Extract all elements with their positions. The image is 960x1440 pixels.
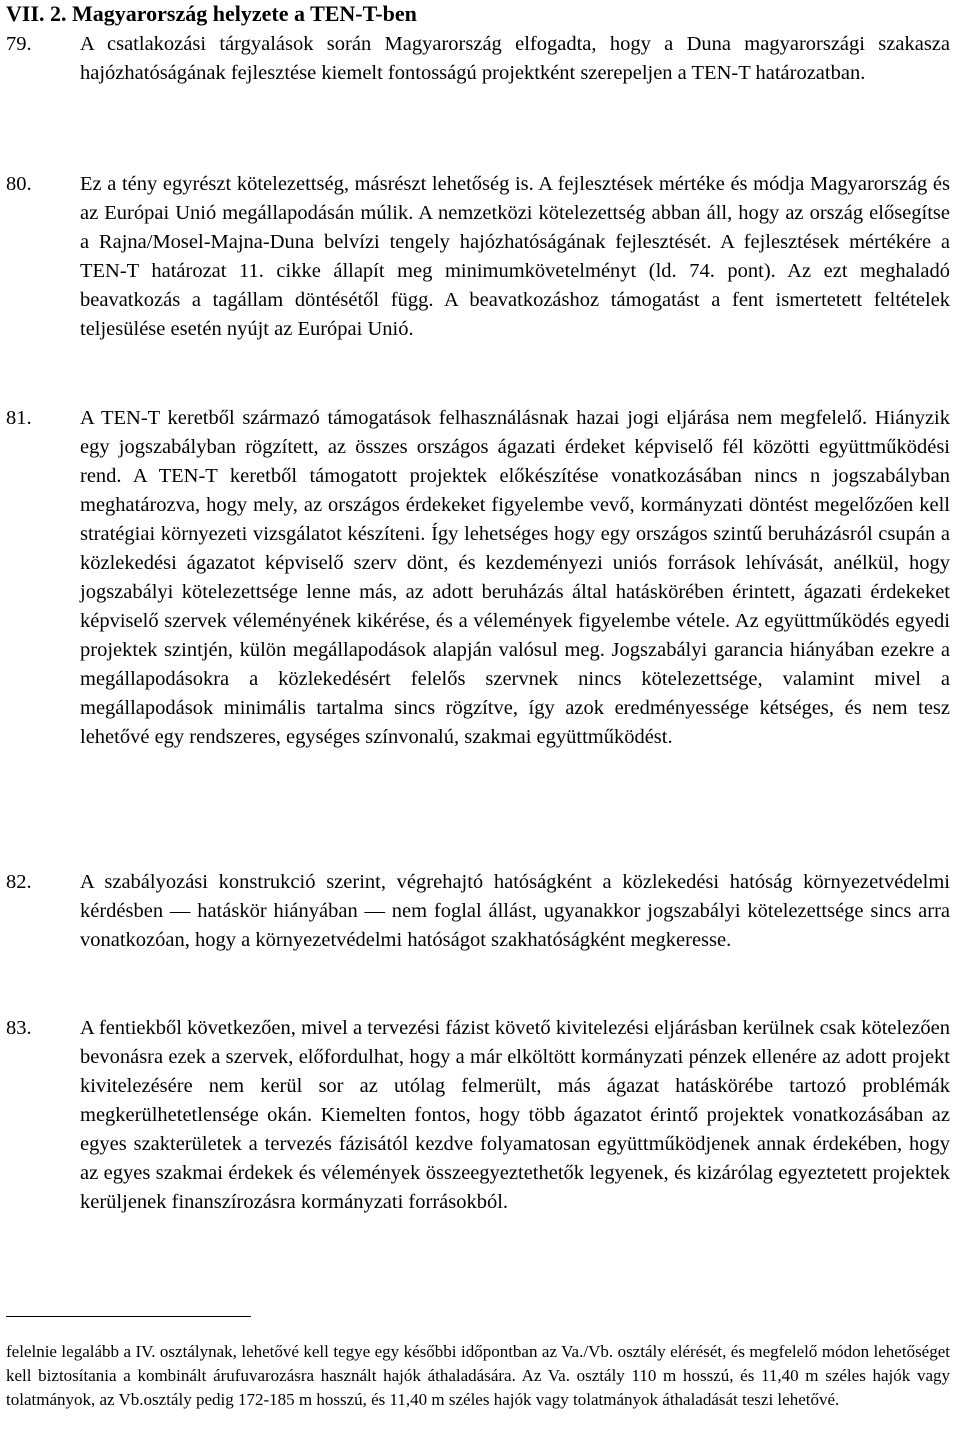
paragraph-number: 81. — [6, 407, 32, 429]
paragraph-81 — [6, 404, 950, 752]
paragraph-82 — [6, 868, 950, 955]
footnote-text: felelnie legalább a IV. osztálynak, lehetővé kell tegye egy későbbi időpontban az Va./Vb. osztály elérését, és megfelelő módon lehetőséget kell biztosítania a kombinált árufuvarozásra használt hajók áthaladására. Az Va. osztály 110 m hosszú, és 11,40 m széles hajók vagy tolatmányok, az Vb.osztály pedig 172-185 m hosszú, és 11,40 m széles hajók vagy tolatmányok áthaladását teszi lehetővé. — [6, 1342, 950, 1409]
paragraph-number: 80. — [6, 173, 32, 195]
paragraph-83 — [6, 1014, 950, 1217]
paragraph-number: 79. — [6, 33, 32, 55]
paragraph-79 — [6, 30, 950, 88]
paragraph-text: A csatlakozási tárgyalások során Magyarország elfogadta, hogy a Duna magyarországi szakasza hajózhatóságának fejlesztése kiemelt fontosságú projektként szerepeljen a TEN-T határozatban. — [80, 33, 950, 84]
paragraph-80 — [6, 170, 950, 344]
footnote-separator — [6, 1316, 251, 1317]
paragraph-text: A fentiekből következően, mivel a tervezési fázist követő kivitelezési eljárásban kerülnek csak kötelezően bevonásra ezek a szervek, előfordulhat, hogy a már elköltött kormányzati pénzek ellenére az adott projekt kivitelezésére nem kerül sor az utólag felmerült, más ágazat hatáskörébe tartozó problémák megkerülhetetlensége okán. Kiemelten fontos, hogy több ágazatot érintő projektek vonatkozásában az egyes szakterületek a tervezés fázisától kezdve folyamatosan együttműködjenek annak érdekében, hogy az egyes szakmai érdekek és vélemények összeegyeztethetők legyenek, és kizárólag egyeztetett projektek kerüljenek finanszírozásra kormányzati forrásokból. — [80, 1017, 950, 1213]
paragraph-text: Ez a tény egyrészt kötelezettség, másrészt lehetőség is. A fejlesztések mértéke és módja Magyarország és az Európai Unió megállapodásán múlik. A nemzetközi kötelezettség abban áll, hogy az ország elősegítse a Rajna/Mosel-Majna-Duna belvízi tengely hajózhatóságának fejlesztését. A fejlesztések mértékére a TEN-T határozat 11. cikke állapít meg minimumkövetelményt (ld. 74. pont). Az ezt meghaladó beavatkozás a tagállam döntésétől függ. A beavatkozáshoz támogatást a fent ismertetett feltételek teljesülése esetén nyújt az Európai Unió. — [80, 173, 950, 340]
paragraph-number: 83. — [6, 1017, 32, 1039]
section-heading: VII. 2. Magyarország helyzete a TEN-T-ben — [6, 1, 417, 26]
paragraph-number: 82. — [6, 871, 32, 893]
paragraph-text: A szabályozási konstrukció szerint, végrehajtó hatóságként a közlekedési hatóság környezetvédelmi kérdésben — hatáskör hiányában — nem foglal állást, ugyanakkor jogszabályi kötelezettsége sincs arra vonatkozóan, hogy a környezetvédelmi hatóságot szakhatóságként megkeresse. — [80, 871, 950, 951]
paragraph-text: A TEN-T keretből származó támogatások felhasználásnak hazai jogi eljárása nem megfelelő. Hiányzik egy jogszabályban rögzített, az összes országos ágazati érdeket képviselő fél közötti együttműködési rend. A TEN-T keretből támogatott projektek előkészítése vonatkozásában nincs n jogszabályban meghatározva, hogy mely, az országos érdekeket figyelembe vevő, kormányzati döntést megelőzően kell stratégiai környezeti vizsgálatot készíteni. Így lehetséges hogy egy országos szintű beruházásról csupán a közlekedési ágazatot képviselő szerv dönt, és kezdeményezi uniós források lehívását, anélkül, hogy jogszabályi kötelezettsége lenne más, az adott beruházás által hatáskörében érintett, ágazati érdekeket képviselő szervek véleményének kikérése, és a vélemények figyelembe vétele. Az együttműködés egyedi projektek szintjén, külön megállapodások alapján valósul meg. Jogszabályi garancia hiányában ezekre a megállapodásokra a közlekedésért felelős szervnek nincs kötelezettsége, valamint mivel a megállapodások minimális tartalma sincs rögzítve, így azok eredményessége kétséges, és nem tesz lehetővé egy rendszeres, egységes színvonalú, szakmai együttműködést. — [80, 407, 950, 748]
